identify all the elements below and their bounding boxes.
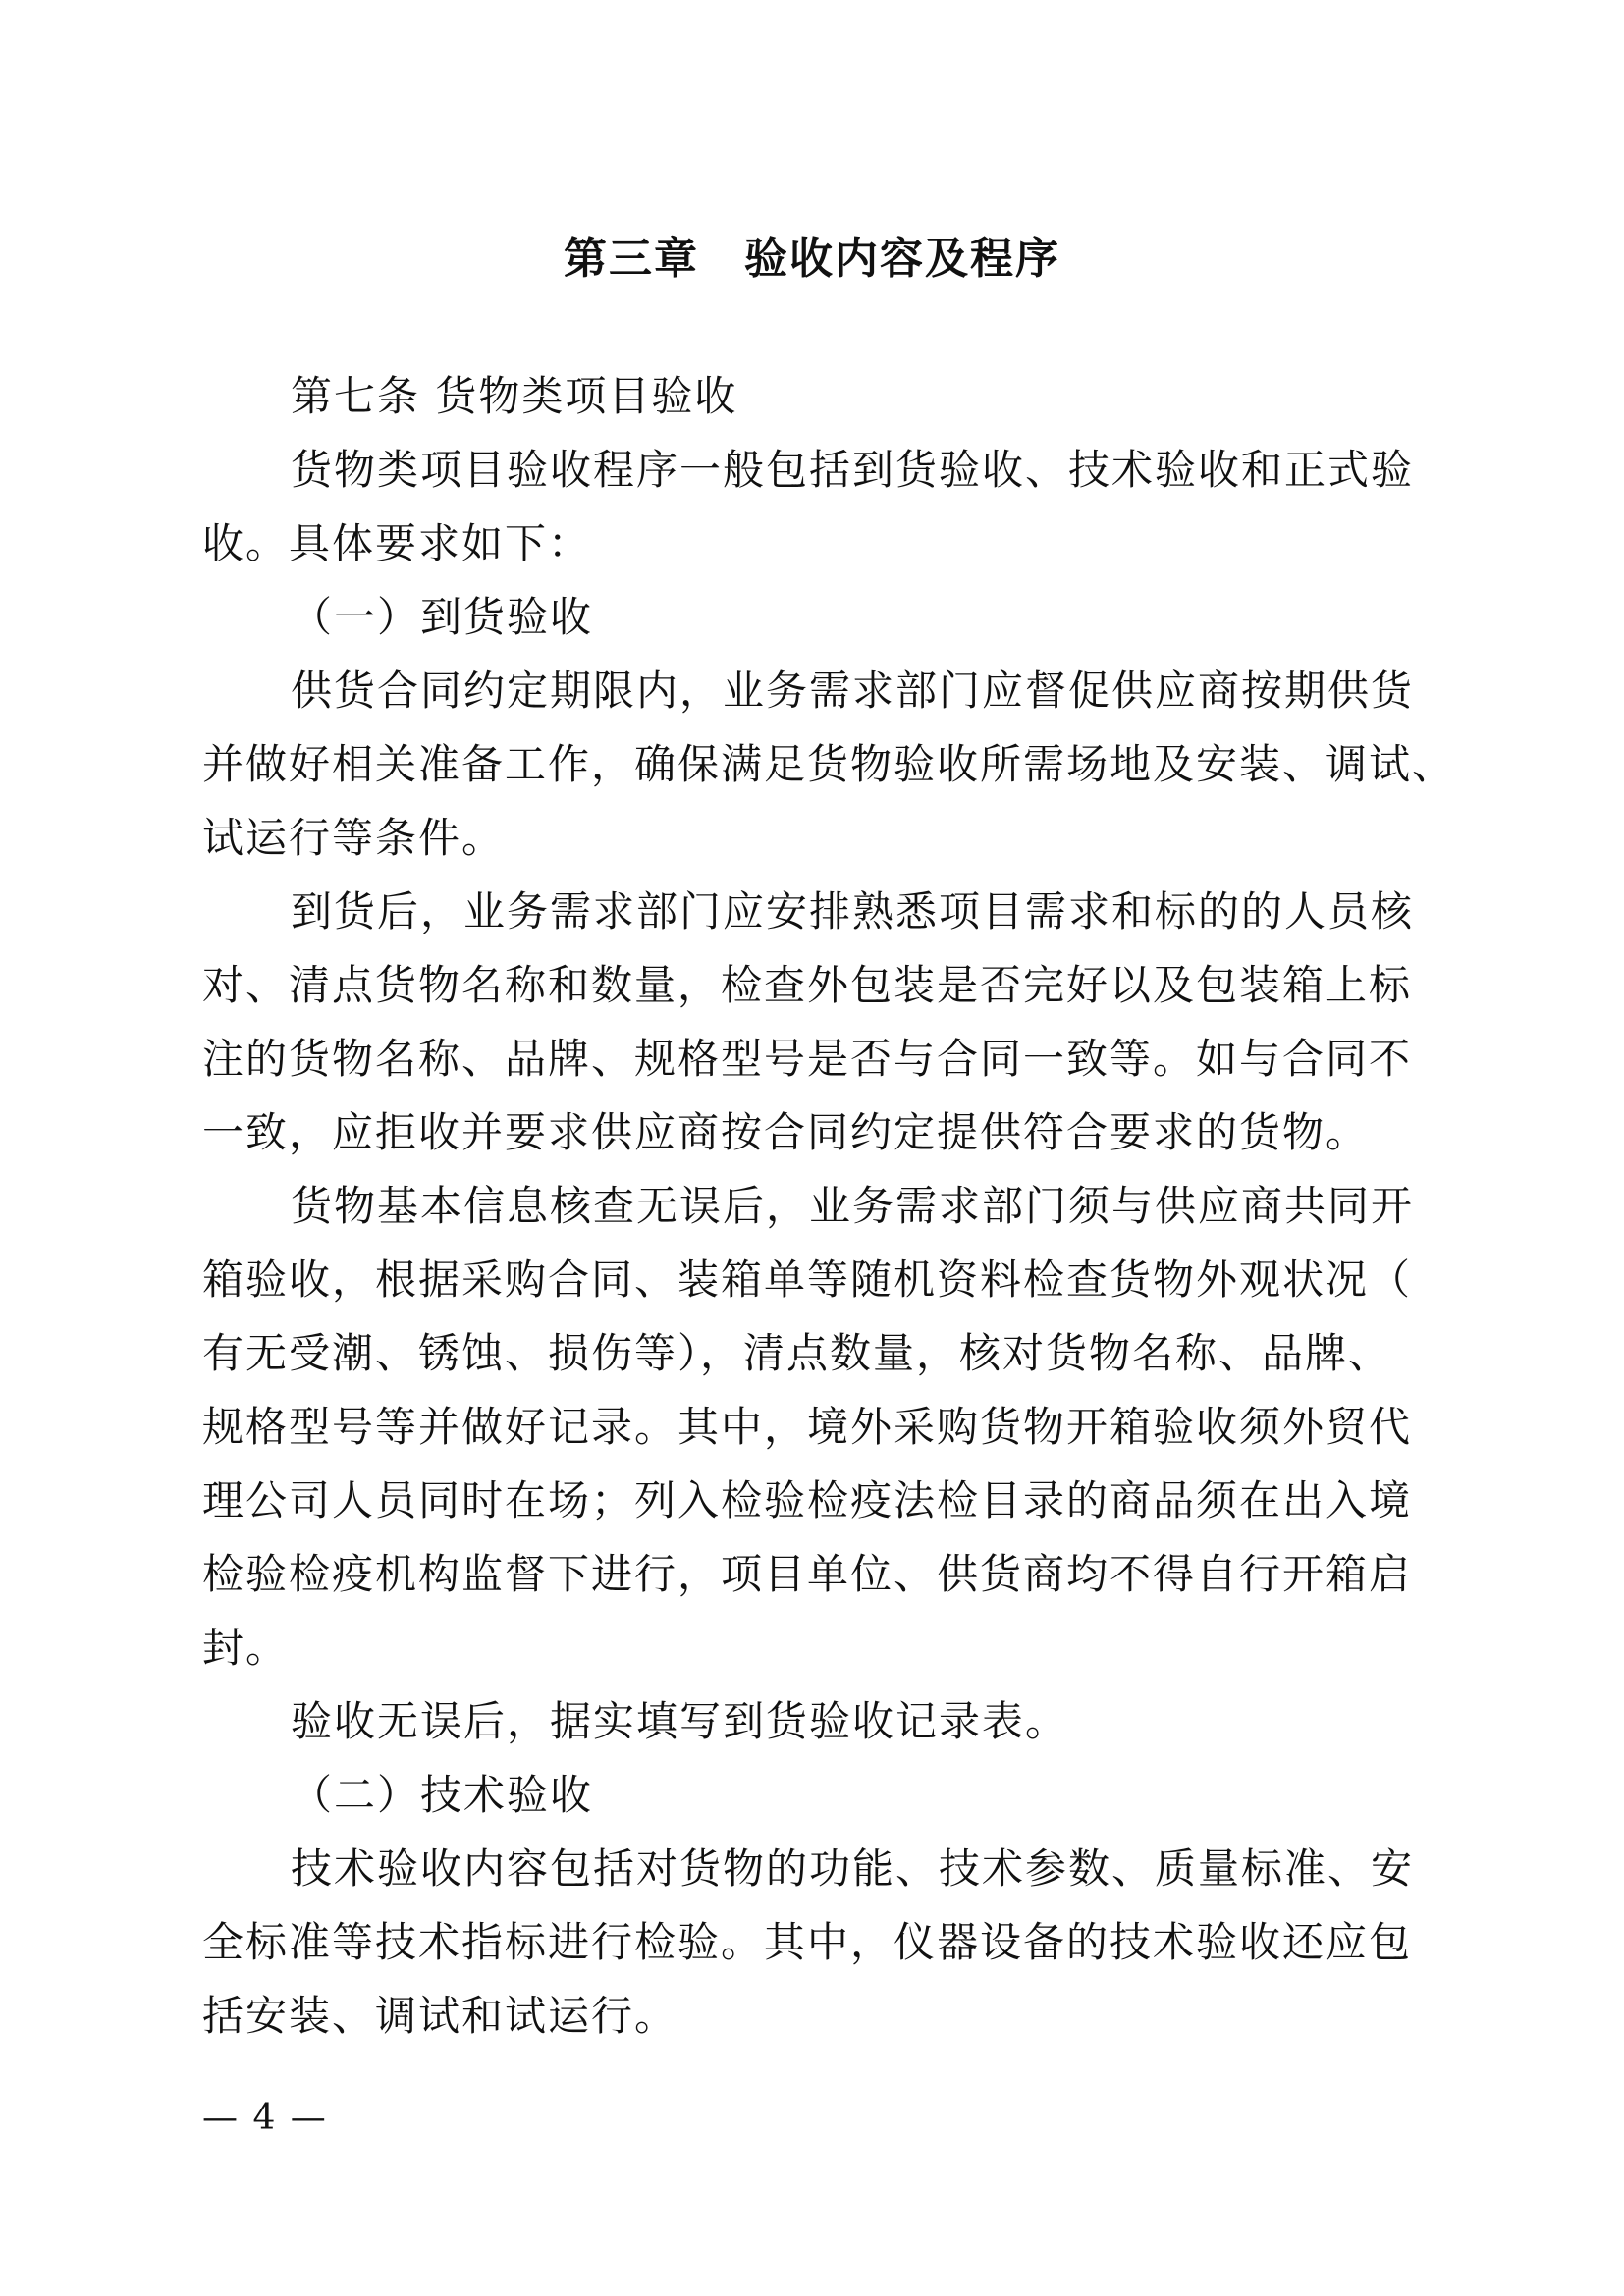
paragraph-line: 注的货物名称、品牌、规格型号是否与合同一致等。如与合同不 bbox=[202, 1035, 1413, 1083]
paragraph-line: 供货合同约定期限内，业务需求部门应督促供应商按期供货 bbox=[291, 667, 1415, 715]
document-body bbox=[202, 359, 1459, 2053]
paragraph-line: 理公司人员同时在场；列入检验检疫法检目录的商品须在出入境 bbox=[202, 1476, 1413, 1524]
chapter-title: 第三章 验收内容及程序 bbox=[564, 234, 1060, 284]
paragraph-line: 全标准等技术指标进行检验。其中，仪器设备的技术验收还应包 bbox=[202, 1918, 1413, 1966]
paragraph-line: 技术验收内容包括对货物的功能、技术参数、质量标准、安 bbox=[291, 1844, 1415, 1893]
paragraph-line: 一致，应拒收并要求供应商按合同约定提供符合要求的货物。 bbox=[202, 1108, 1370, 1156]
paragraph-line: 货物类项目验收程序一般包括到货验收、技术验收和正式验 bbox=[291, 446, 1415, 494]
paragraph-line: 试运行等条件。 bbox=[202, 814, 506, 862]
paragraph-line: 到货后，业务需求部门应安排熟悉项目需求和标的的人员核 bbox=[291, 887, 1415, 935]
paragraph-line: 有无受潮、锈蚀、损伤等），清点数量，核对货物名称、品牌、 bbox=[202, 1329, 1392, 1377]
article-heading: 第七条 货物类项目验收 bbox=[291, 372, 738, 420]
paragraph-line: 封。 bbox=[202, 1624, 290, 1672]
page-number: — 4 — bbox=[202, 2098, 328, 2138]
section-heading: （一）到货验收 bbox=[291, 593, 594, 641]
paragraph-line: 货物基本信息核查无误后，业务需求部门须与供应商共同开 bbox=[291, 1182, 1415, 1230]
paragraph-line: 括安装、调试和试运行。 bbox=[202, 1992, 678, 2040]
paragraph-line: 收。具体要求如下： bbox=[202, 519, 592, 567]
paragraph-line: 验收无误后，据实填写到货验收记录表。 bbox=[291, 1697, 1069, 1745]
paragraph-line: 检验检疫机构监督下进行，项目单位、供货商均不得自行开箱启 bbox=[202, 1550, 1413, 1598]
paragraph-line: 并做好相关准备工作，确保满足货物验收所需场地及安装、调试、 bbox=[202, 740, 1456, 788]
paragraph-line: 规格型号等并做好记录。其中，境外采购货物开箱验收须外贸代 bbox=[202, 1403, 1413, 1451]
paragraph-line: 箱验收，根据采购合同、装箱单等随机资料检查货物外观状况（ bbox=[202, 1255, 1413, 1304]
paragraph-line: 对、清点货物名称和数量，检查外包装是否完好以及包装箱上标 bbox=[202, 961, 1413, 1009]
section-heading: （二）技术验收 bbox=[291, 1771, 594, 1819]
